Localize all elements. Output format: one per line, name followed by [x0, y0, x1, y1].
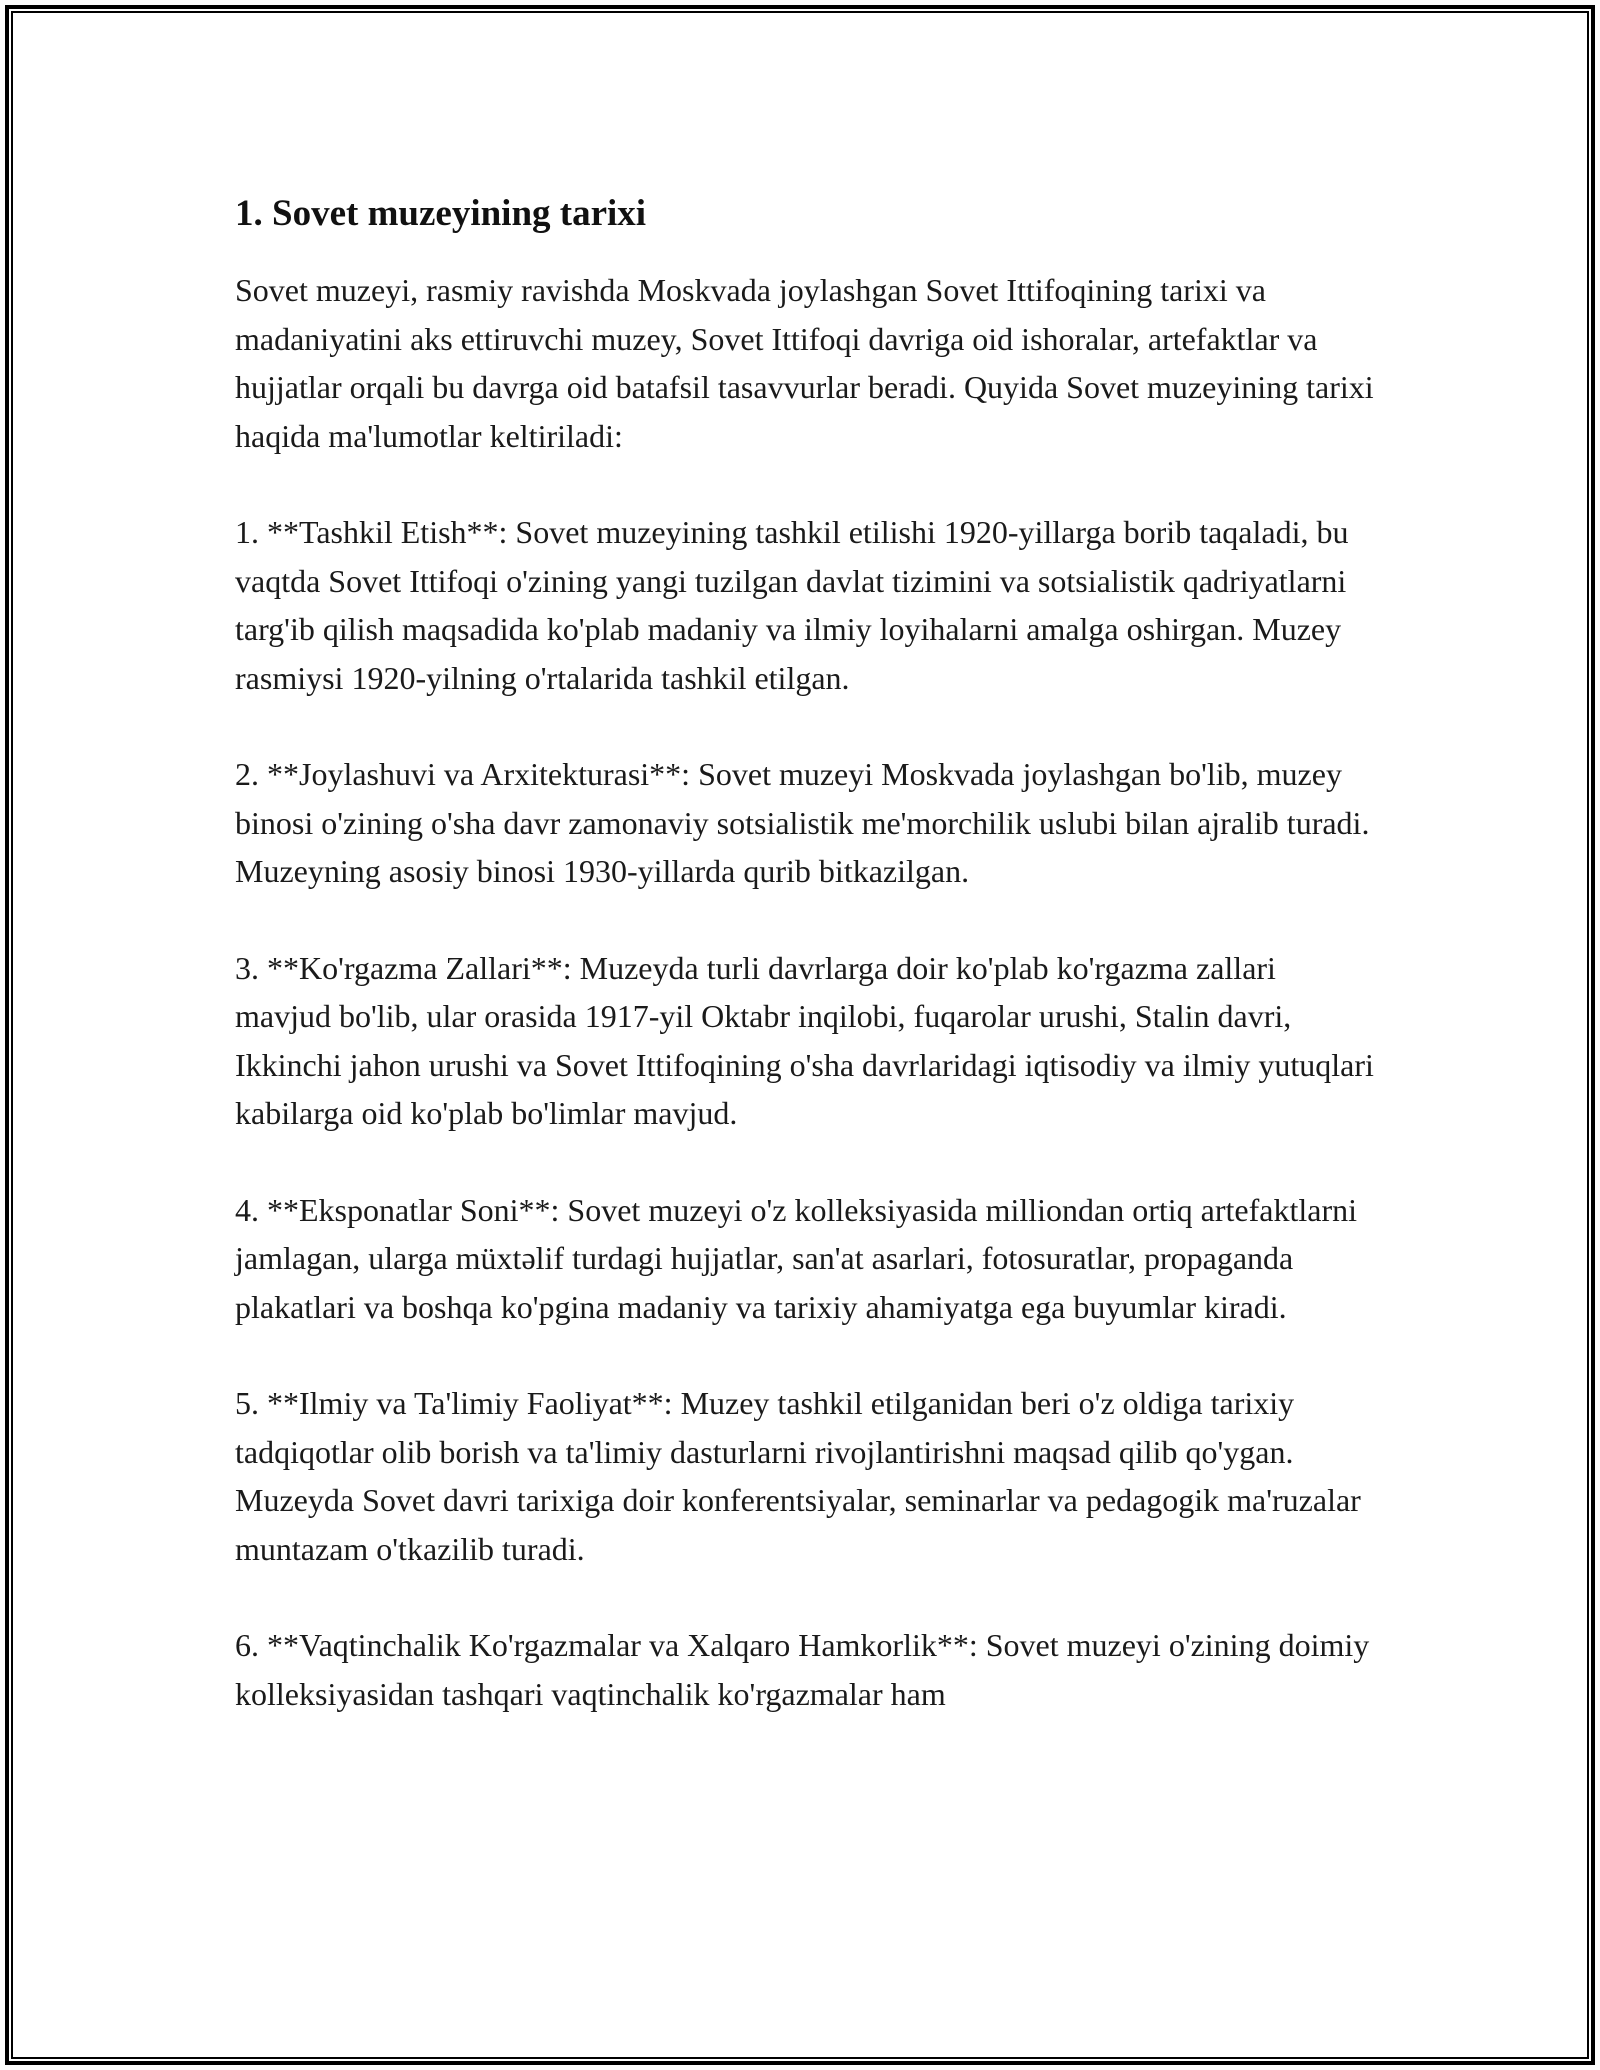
list-item-korgazma-zallari: 3. **Ko'rgazma Zallari**: Muzeyda turli davrlarga doir ko'plab ko'rgazma zallari mavjud bo'lib, ular orasida 1917-yil Oktabr inqilobi, fuqarolar urushi, Stalin davri, Ikkinchi jahon urushi va Sovet Ittifoqining o'sha davrlaridagi iqtisodiy va ilmiy yutuqlari kabilarga oid ko'plab bo'limlar mavjud. — [235, 949, 1374, 1131]
list-item-ilmiy-faoliyat: 5. **Ilmiy va Ta'limiy Faoliyat**: Muzey tashkil etilganidan beri o'z oldiga tarixiy tadqiqotlar olib borish va ta'limiy dasturlarni rivojlantirishni maqsad qilib qo'ygan. Muzeyda Sovet davri tarixiga doir konferentsiyalar, seminarlar va pedagogik ma'ruzalar muntazam o'tkazilib turadi. — [235, 1385, 1361, 1567]
section-heading: 1. Sovet muzeyining tarixi — [235, 193, 647, 234]
document-body — [235, 186, 1375, 1766]
list-item-joylashuvi: 2. **Joylashuvi va Arxitekturasi**: Sovet muzeyi Moskvada joylashgan bo'lib, muzey binosi o'zining o'sha davr zamonaviy sotsialistik me'morchilik uslubi bilan ajralib turadi. Muzeyning asosiy binosi 1930-yillarda qurib bitkazilgan. — [235, 756, 1370, 889]
list-item-eksponatlar-soni: 4. **Eksponatlar Soni**: Sovet muzeyi o'z kolleksiyasida milliondan ortiq artefaktlarni jamlagan, ularga müxtəlif turdagi hujjatlar, san'at asarlari, fotosuratlar, propaganda plakatlari va boshqa ko'pgina madaniy va tarixiy ahamiyatga ega buyumlar kiradi. — [235, 1191, 1357, 1325]
list-item-tashkil-etish: 1. **Tashkil Etish**: Sovet muzeyining tashkil etilishi 1920-yillarga borib taqaladi, bu vaqtda Sovet Ittifoqi o'zining yangi tuzilgan davlat tizimini va sotsialistik qadriyatlarni targ'ib qilish maqsadida ko'plab madaniy va ilmiy loyihalarni amalga oshirgan. Muzey rasmiysi 1920-yilning o'rtalarida tashkil etilgan. — [235, 514, 1349, 696]
list-item-vaqtinchalik-korgazmalar: 6. **Vaqtinchalik Ko'rgazmalar va Xalqaro Hamkorlik**: Sovet muzeyi o'zining doimiy kolleksiyasidan tashqari vaqtinchalik ko'rgazmalar ham — [235, 1627, 1370, 1712]
intro-paragraph: Sovet muzeyi, rasmiy ravishda Moskvada joylashgan Sovet Ittifoqining tarixi va madaniyatini aks ettiruvchi muzey, Sovet Ittifoqi davriga oid ishoralar, artefaktlar va hujjatlar orqali bu davrga oid batafsil tasavvurlar beradi. Quyida Sovet muzeyining tarixi haqida ma'lumotlar keltiriladi: — [235, 272, 1374, 454]
